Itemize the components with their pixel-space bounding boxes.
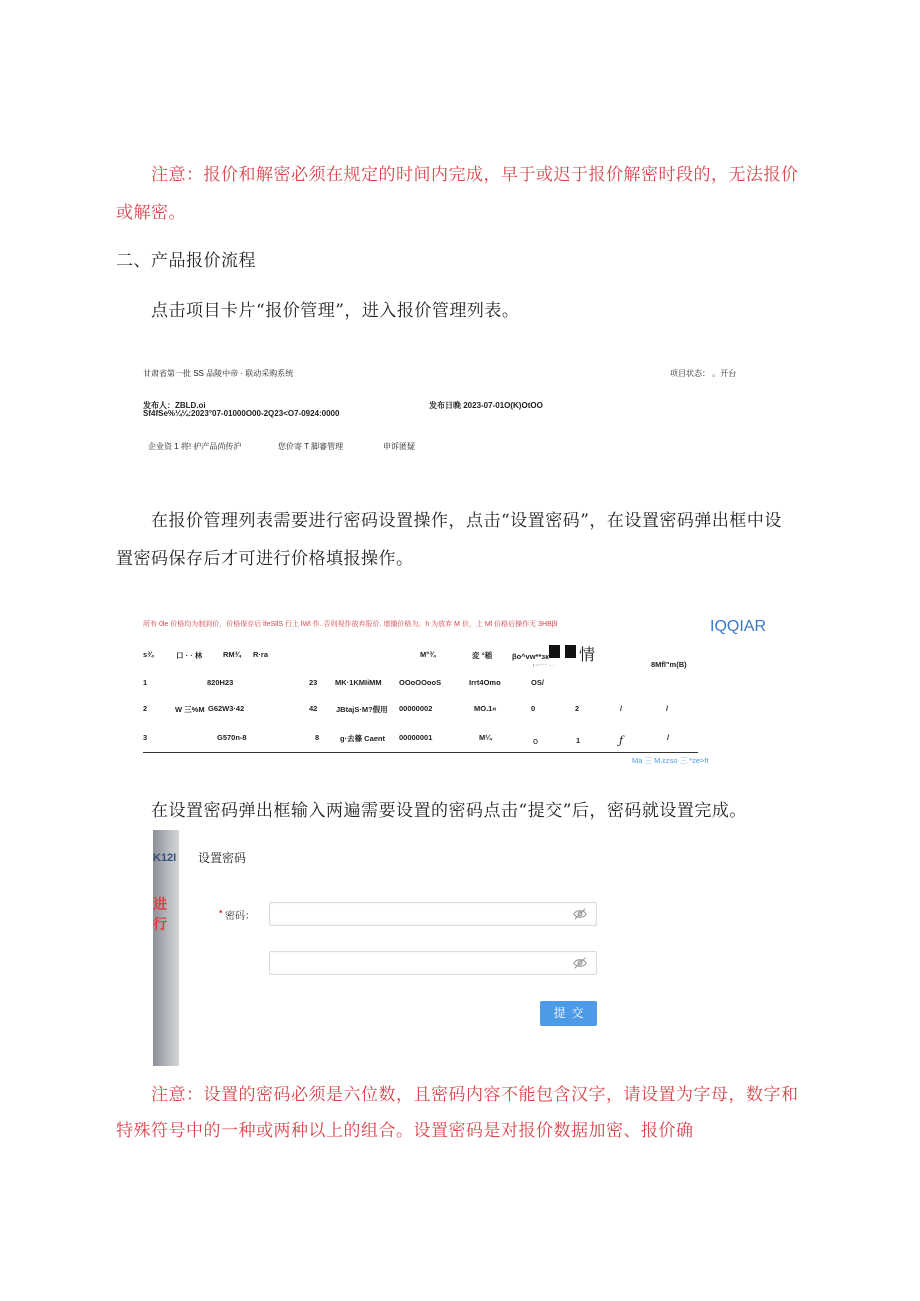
header-subtext: r ~⁻⁻⁻ ·· · <box>533 663 555 669</box>
table-cell: MK·1KMIiMM <box>335 678 382 687</box>
paragraph-1: 点击项目卡片“报价管理”，进入报价管理列表。 <box>151 301 520 321</box>
redacted-block <box>549 645 560 658</box>
confirm-password-input[interactable] <box>269 951 597 975</box>
note2-line-1: 注意：设置的密码必须是六位数，且密码内容不能包含汉字，请设置为字母，数字和 <box>151 1085 799 1105</box>
note-line-2: 或解密。 <box>116 203 186 223</box>
note-line-1: 注意：报价和解密必须在规定的时间内完成，早于或迟于报价解密时段的，无法报价 <box>151 165 799 185</box>
table-cell: 3 <box>143 733 148 742</box>
card-time-range: Sf4fSe%¼¼:2023°07-01000O00-2Q23<O7-0924:0000 <box>143 409 340 418</box>
table-cell: / <box>667 733 670 742</box>
table-cell: g·去篠 Caent <box>340 734 385 743</box>
header-col-6: 変 °稲 <box>472 651 493 660</box>
table-cell: 23 <box>309 678 318 687</box>
table-cell: 1 <box>576 736 581 745</box>
password-input[interactable] <box>269 902 597 926</box>
table-cell: 0 <box>531 704 536 713</box>
strip-text-mid: 进行 <box>153 896 167 932</box>
table-cell: o <box>533 736 539 746</box>
strip-text-top: K12I <box>153 852 177 864</box>
paragraph-2-line-1: 在报价管理列表需要进行密码设置操作，点击“设置密码”，在设置密码弹出框中设 <box>151 511 782 531</box>
header-col-4: R·ra <box>253 650 269 659</box>
background-page-strip <box>153 830 179 1066</box>
card-date: 发布日晚 2023-07-01O(K)OtOO <box>429 401 543 410</box>
paragraph-2-line-2: 置密码保存后才可进行价格填报操作。 <box>116 549 414 569</box>
card-title: 甘肃省第一批 SS 品陵中帝 · 联动采购系统 <box>143 369 294 378</box>
redacted-block <box>565 645 576 658</box>
header-col-3: RM¾ <box>223 650 241 659</box>
table-cell: MO.1« <box>474 704 497 713</box>
header-col-7: βo^vw**зк <box>512 652 549 661</box>
table-cell: JBtajS·M?假用 <box>336 705 388 714</box>
table-cell: M¼ <box>479 733 492 742</box>
table-cell: W 三%M <box>175 705 205 714</box>
table-notice: 所有 0le 价格均为制到价，价格保存后 lfeSllS 行上 lWl 作. 否则视作放弃报价. 增播价格为。h 为放弃 M 价，上 Ml 价格后操作无 3HBβl <box>143 621 558 628</box>
set-password-button[interactable]: IQQIAR <box>710 618 767 635</box>
table-cell: 00000002 <box>399 704 433 713</box>
card-publisher: 发布人：ZBLD.oi <box>143 401 206 410</box>
header-index: s¾ <box>143 650 154 659</box>
card-status: 项目状态： 。开台 <box>670 369 737 378</box>
table-cell: 820H23 <box>207 678 234 687</box>
required-mark: • <box>219 907 223 918</box>
header-col-2: 口 · · 林 <box>176 651 203 660</box>
table-bottom-rule <box>143 752 698 753</box>
table-cell: ƒ <box>619 734 624 747</box>
card-link-quote-management[interactable]: 您价寄 T 脚審管理 <box>278 442 344 451</box>
table-cell: 00000001 <box>399 733 433 742</box>
section-title: 二、产品报价流程 <box>116 251 256 271</box>
table-cell: Irrt4Omo <box>469 678 501 687</box>
table-cell: / <box>620 704 623 713</box>
dialog-title: 设置密码 <box>198 851 247 865</box>
header-col-9: 8Mfl"m(B) <box>651 660 687 669</box>
eye-off-icon[interactable] <box>573 956 587 970</box>
table-cell: 42 <box>309 704 318 713</box>
paragraph-3: 在设置密码弹出框输入两遍需要设置的密码点击“提交”后，密码就设置完成。 <box>151 801 747 821</box>
table-cell: G62W3·42 <box>208 704 245 713</box>
card-link-product[interactable]: 企业资 1 将! 护产品尚传沪 <box>148 442 242 451</box>
table-cell: 8 <box>315 733 320 742</box>
password-label: 密码： <box>225 911 255 922</box>
table-cell: OS/ <box>531 678 544 687</box>
header-col-8: 情 <box>579 647 596 664</box>
table-cell: 1 <box>143 678 148 687</box>
note2-line-2: 特殊符号中的一种或两种以上的组合。设置密码是对报价数据加密、报价确 <box>116 1121 694 1141</box>
header-col-5: M°¾ <box>420 650 436 659</box>
table-cell: 2 <box>575 704 580 713</box>
table-cell: OOoOOooS <box>399 678 442 687</box>
eye-off-icon[interactable] <box>573 907 587 921</box>
table-pagination[interactable]: Ma 三 M.ɛzso 三 *ze>ft <box>632 756 709 765</box>
table-cell: G570n-8 <box>217 733 247 742</box>
table-cell: 2 <box>143 704 148 713</box>
table-cell: / <box>666 704 669 713</box>
card-link-complaint[interactable]: 申诉匿疑 <box>383 442 415 451</box>
submit-button[interactable]: 提交 <box>540 1001 597 1026</box>
